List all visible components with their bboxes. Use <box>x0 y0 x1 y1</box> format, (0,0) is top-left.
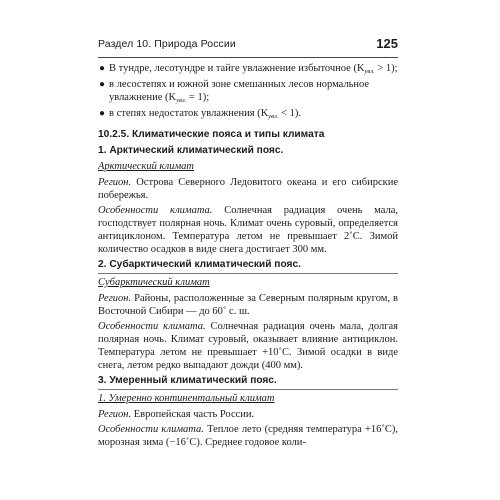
list-item: ● в лесостепях и южной зоне смешанных лесов нормальное увлажнение $(K_{увл.} = 1)$; <box>99 79 370 104</box>
climate-type-subarctic: Субарктический климат <box>98 277 210 288</box>
region-paragraph-arctic: Регион. Острова Северного Ледовитого океана и его сибирские побережья. <box>98 177 398 201</box>
region-label: Регион. <box>98 409 132 420</box>
region-paragraph-subarctic: Регион. Районы, расположенные за Северным полярным кругом, в Восточной Сибири — до 60˚ с. ш. <box>98 293 398 317</box>
list-item: ● в степях недостаток увлажнения $(K_{увл.} < 1)$. <box>99 108 301 120</box>
humidity-bullet-list <box>98 62 398 123</box>
region-label: Регион. <box>98 293 132 304</box>
features-label: Особенности климата. <box>98 321 206 332</box>
page-number: 125 <box>376 36 398 51</box>
running-header <box>98 37 398 58</box>
climate-type-temperate: 1. Умеренно континентальный климат <box>98 393 275 404</box>
bullet-icon: ● <box>99 108 106 119</box>
bullet-icon: ● <box>99 79 106 90</box>
belt-heading-subarctic: 2. Субарктический климатический пояс. <box>98 258 398 274</box>
region-paragraph-temperate: Регион. Европейская часть России. <box>98 409 255 420</box>
features-paragraph-arctic: Особенности климата. Солнечная радиация очень мала, господствует полярная ночь. Климат очень суровый, определяется антициклоном. Температура летом не превышает 2˚C. Зимой количество осадков в виде снега достигает 300 мм. <box>98 205 398 255</box>
belt-heading-arctic: 1. Арктический климатический пояс. <box>98 145 284 156</box>
features-label: Особенности климата. <box>98 424 204 435</box>
region-label: Регион. <box>98 177 132 188</box>
features-paragraph-temperate: Особенности климата. Теплое лето (средняя температура +16˚C), морозная зима (−16˚C). Среднее годовое коли- <box>98 424 398 448</box>
section-title: Раздел 10. Природа России <box>98 38 236 50</box>
bullet-icon: ● <box>99 63 106 74</box>
belt-heading-temperate: 3. Умеренный климатический пояс. <box>98 374 398 390</box>
list-item: ● В тундре, лесотундре и тайге увлажнение избыточное $(K_{увл.} > 1)$; <box>99 63 398 75</box>
features-paragraph-subarctic: Особенности климата. Солнечная радиация очень мала, долгая полярная ночь. Климат суровый, оказывает влияние антициклон. Температура летом не превышает +10˚C. Зимой осадки в виде снега, летом редко выпадают дожди (400 мм). <box>98 321 399 371</box>
page-content <box>98 62 398 449</box>
section-heading: 10.2.5. Климатические пояса и типы климата <box>98 129 325 140</box>
climate-type-arctic: Арктический климат <box>98 161 194 172</box>
features-label: Особенности климата. <box>98 205 213 216</box>
